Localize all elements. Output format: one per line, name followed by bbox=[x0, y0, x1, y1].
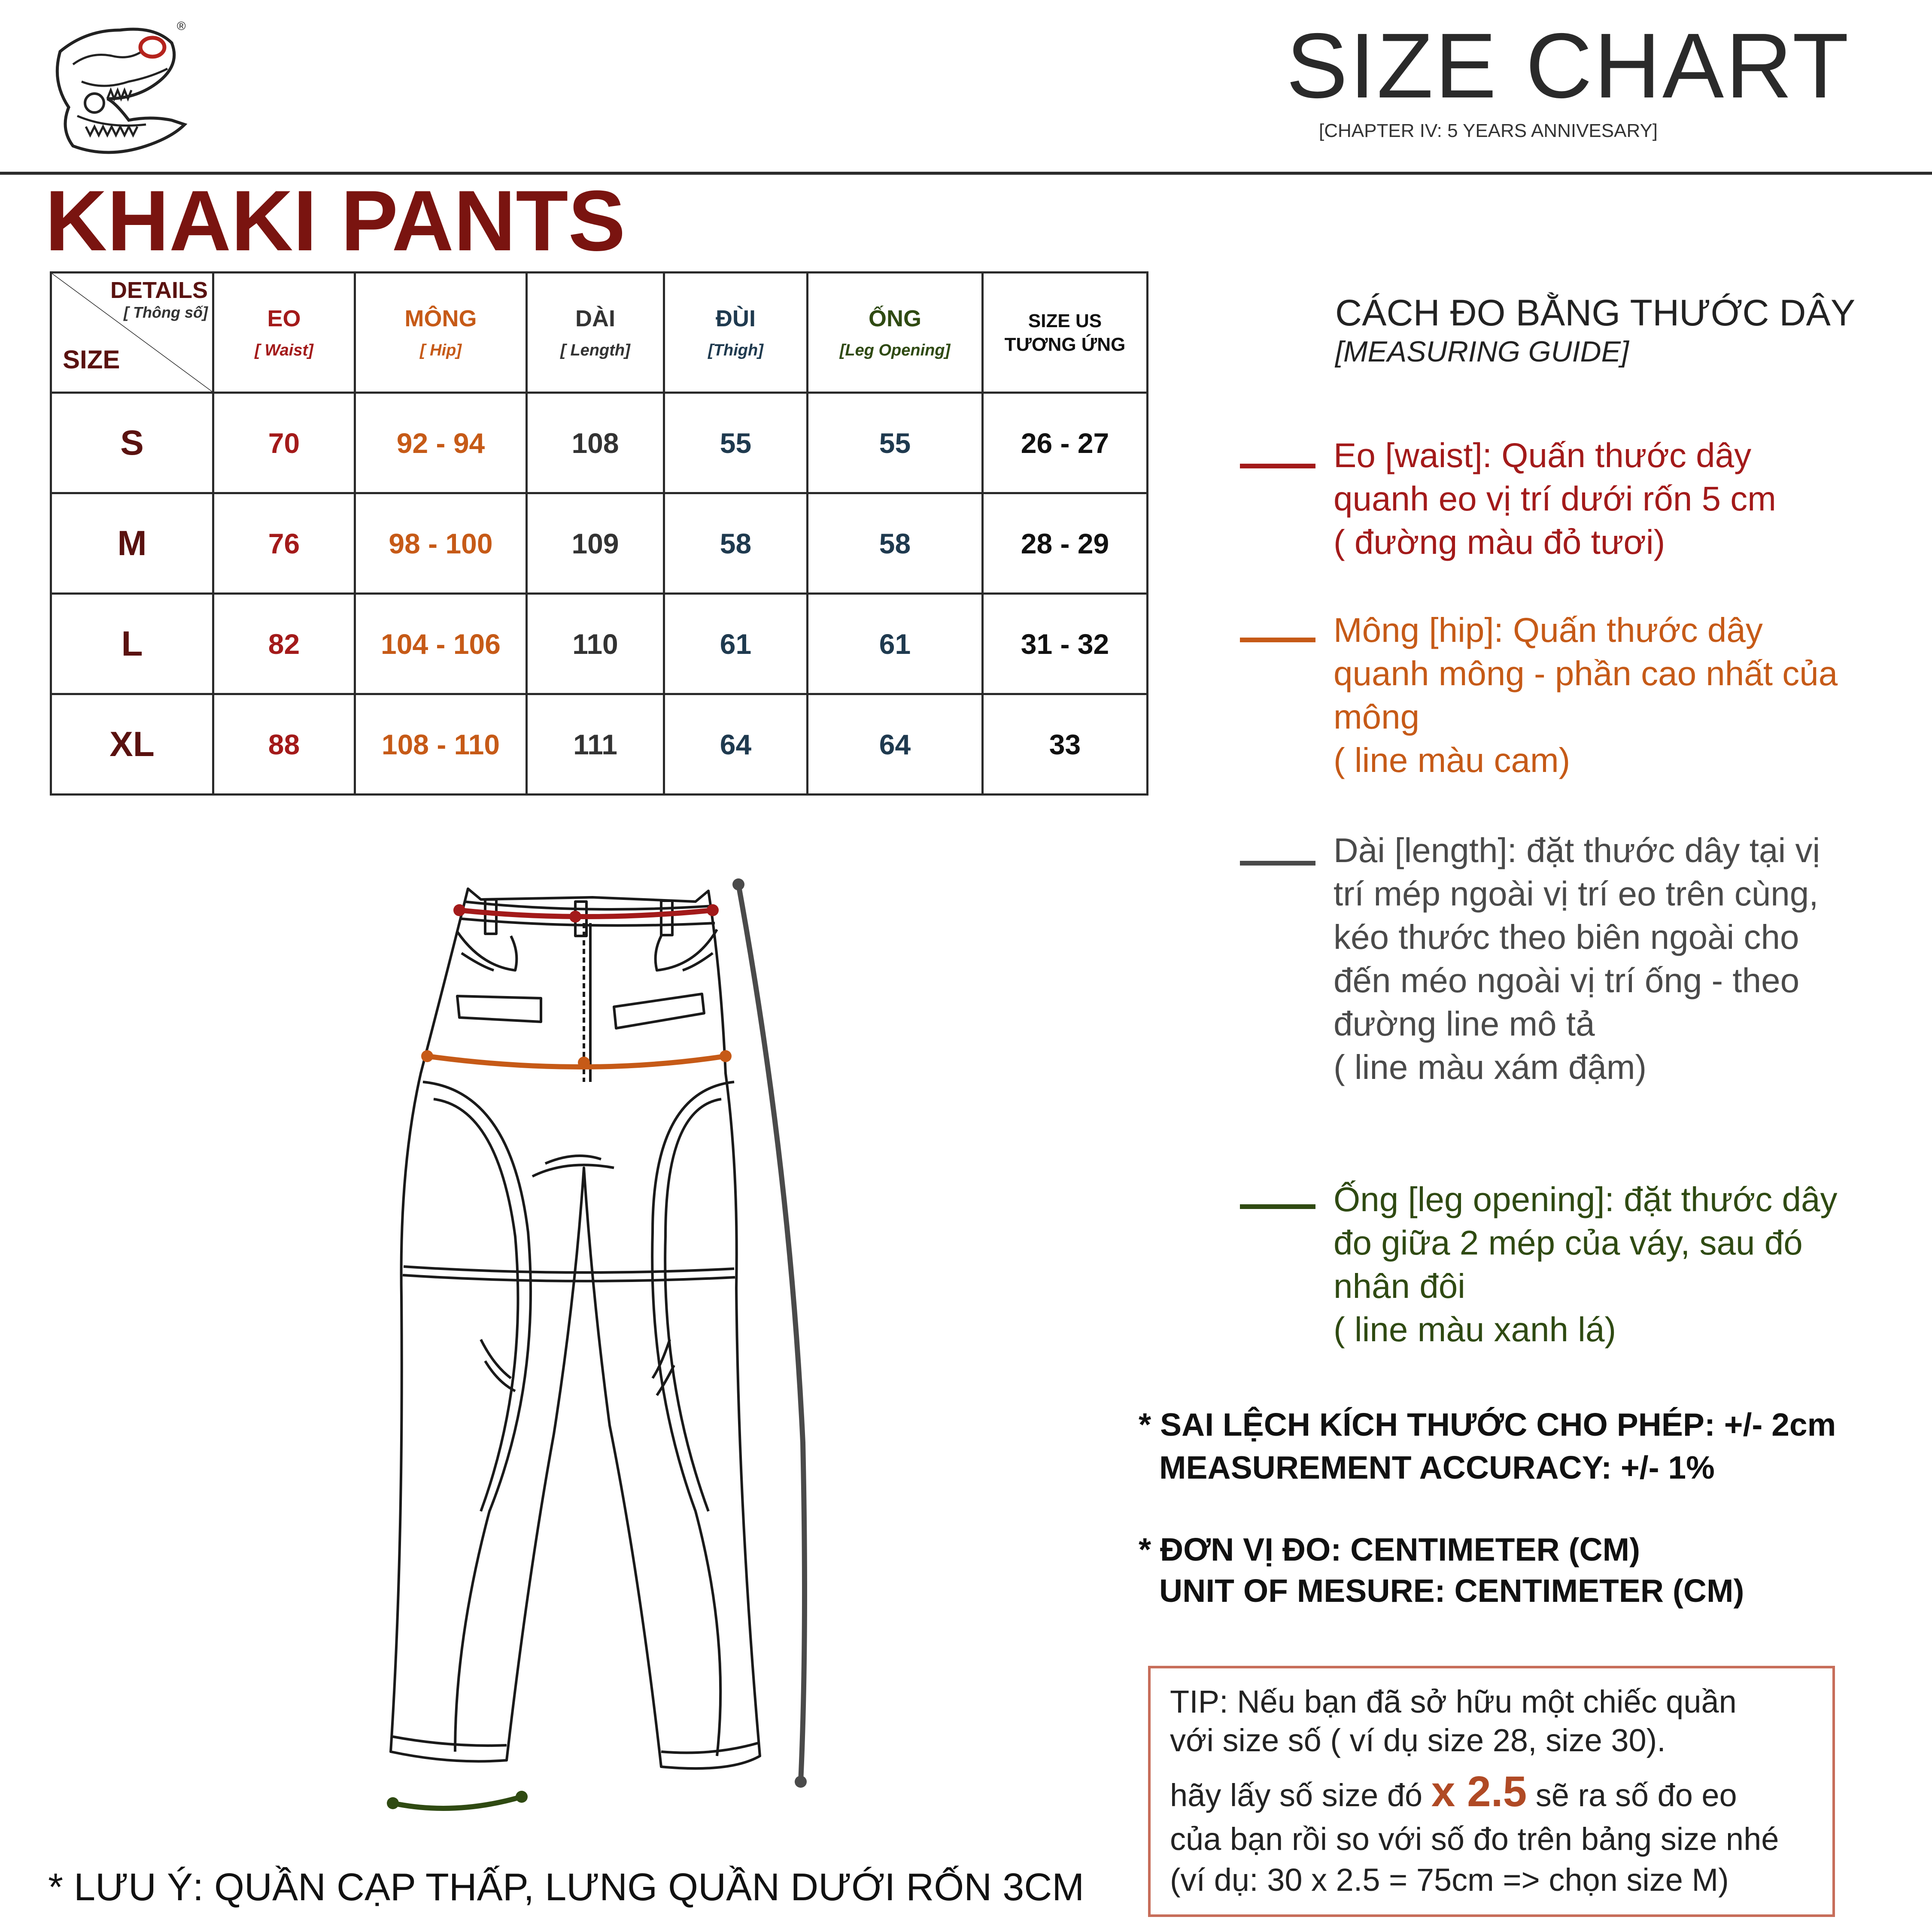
guide-line: đo giữa 2 mép của váy, sau đó bbox=[1334, 1224, 1803, 1262]
column-sublabel: [ Waist] bbox=[255, 341, 313, 359]
column-sublabel: [ Hip] bbox=[419, 341, 462, 359]
hip-legend-line bbox=[1240, 638, 1315, 642]
leg-opening-cell: 58 bbox=[808, 493, 983, 594]
guide-line: quanh eo vị trí dưới rốn 5 cm bbox=[1334, 480, 1776, 518]
hip-measure-line bbox=[427, 1056, 726, 1067]
table-row bbox=[51, 393, 1148, 493]
size-table bbox=[50, 271, 1148, 796]
thigh-cell: 61 bbox=[664, 594, 808, 694]
registered-mark: ® bbox=[177, 19, 186, 33]
hip-cell: 98 - 100 bbox=[355, 493, 527, 594]
table-row bbox=[51, 493, 1148, 594]
waist-legend-line bbox=[1240, 464, 1315, 468]
length-cell: 110 bbox=[527, 594, 664, 694]
column-header-size-us bbox=[983, 273, 1148, 393]
size-us-cell: 28 - 29 bbox=[983, 493, 1148, 594]
dinosaur-skull-logo-icon bbox=[43, 17, 189, 159]
waist-cell: 70 bbox=[213, 393, 355, 493]
hip-guide-text bbox=[1334, 608, 1909, 782]
size-label-cell: M bbox=[51, 493, 213, 594]
column-sublabel: TƯƠNG ỨNG bbox=[1004, 334, 1126, 355]
waist-cell: 82 bbox=[213, 594, 355, 694]
low-rise-footnote: * LƯU Ý: QUẦN CẠP THẤP, LƯNG QUẦN DƯỚI RỐN 3CM bbox=[48, 1866, 1084, 1909]
leg-opening-cell: 61 bbox=[808, 594, 983, 694]
guide-line: đường line mô tả bbox=[1334, 1005, 1595, 1043]
thigh-cell: 55 bbox=[664, 393, 808, 493]
tip-text: hãy lấy số size đó bbox=[1170, 1777, 1431, 1813]
table-row bbox=[51, 594, 1148, 694]
table-corner-cell bbox=[51, 273, 213, 393]
guide-line: kéo thước theo biên ngoài cho bbox=[1334, 918, 1799, 956]
column-label: DÀI bbox=[575, 306, 615, 331]
pants-illustration bbox=[352, 867, 824, 1820]
corner-details-sub: [ Thông số] bbox=[124, 304, 208, 321]
tip-line: của bạn rồi so với số đo trên bảng size nhé bbox=[1170, 1821, 1779, 1857]
page-subtitle: [CHAPTER IV: 5 YEARS ANNIVESARY] bbox=[1319, 120, 1658, 141]
table-row bbox=[51, 694, 1148, 795]
unit-note-vi: * ĐƠN VỊ ĐO: CENTIMETER (CM) bbox=[1139, 1531, 1640, 1567]
column-label: ĐÙI bbox=[716, 306, 756, 331]
guide-line: ( line màu xám đậm) bbox=[1334, 1048, 1647, 1086]
column-label: MÔNG bbox=[404, 306, 477, 331]
tip-line: với size số ( ví dụ size 28, size 30). bbox=[1170, 1722, 1666, 1758]
guide-line: Mông [hip]: Quấn thước dây bbox=[1334, 611, 1763, 649]
length-cell: 109 bbox=[527, 493, 664, 594]
column-header-waist bbox=[213, 273, 355, 393]
corner-size-label: SIZE bbox=[63, 345, 120, 374]
column-header-thigh bbox=[664, 273, 808, 393]
tip-line: TIP: Nếu bạn đã sở hữu một chiếc quần bbox=[1170, 1684, 1737, 1719]
tip-line: (ví dụ: 30 x 2.5 = 75cm => chọn size M) bbox=[1170, 1862, 1729, 1898]
length-cell: 111 bbox=[527, 694, 664, 795]
guide-line: mông bbox=[1334, 698, 1420, 736]
table-header-row bbox=[51, 273, 1148, 393]
leg-opening-cell: 64 bbox=[808, 694, 983, 795]
hip-cell: 92 - 94 bbox=[355, 393, 527, 493]
length-legend-line bbox=[1240, 861, 1315, 866]
guide-line: ( đường màu đỏ tươi) bbox=[1334, 523, 1665, 561]
waist-cell: 76 bbox=[213, 493, 355, 594]
guide-title: CÁCH ĐO BẰNG THƯỚC DÂY bbox=[1335, 292, 1856, 334]
waist-cell: 88 bbox=[213, 694, 355, 795]
waist-guide-text bbox=[1334, 434, 1909, 564]
guide-line: Ống [leg opening]: đặt thước dây bbox=[1334, 1180, 1838, 1218]
guide-line: nhân đôi bbox=[1334, 1267, 1465, 1305]
page-title: SIZE CHART bbox=[1286, 14, 1850, 117]
corner-details-label: DETAILS bbox=[110, 277, 208, 303]
product-name: KHAKI PANTS bbox=[45, 173, 626, 269]
column-sublabel: [ Length] bbox=[560, 341, 630, 359]
column-header-hip bbox=[355, 273, 527, 393]
thigh-cell: 64 bbox=[664, 694, 808, 795]
leg-opening-cell: 55 bbox=[808, 393, 983, 493]
guide-subtitle: [MEASURING GUIDE] bbox=[1335, 335, 1629, 368]
guide-line: đến méo ngoài vị trí ống - theo bbox=[1334, 961, 1800, 999]
guide-line: ( line màu cam) bbox=[1334, 741, 1571, 779]
size-us-cell: 26 - 27 bbox=[983, 393, 1148, 493]
size-us-cell: 33 bbox=[983, 694, 1148, 795]
column-label: SIZE US bbox=[1028, 310, 1102, 331]
guide-line: quanh mông - phần cao nhất của bbox=[1334, 654, 1838, 693]
leg-opening-guide-text bbox=[1334, 1178, 1909, 1351]
guide-line: Dài [length]: đặt thước dây tại vị bbox=[1334, 831, 1820, 869]
tip-box bbox=[1148, 1666, 1835, 1917]
size-us-cell: 31 - 32 bbox=[983, 594, 1148, 694]
guide-line: trí mép ngoài vị trí eo trên cùng, bbox=[1334, 875, 1819, 913]
leg-opening-legend-line bbox=[1240, 1204, 1315, 1209]
accuracy-note-en: MEASUREMENT ACCURACY: +/- 1% bbox=[1159, 1449, 1715, 1485]
tip-multiplier: x 2.5 bbox=[1431, 1768, 1527, 1816]
unit-note-en: UNIT OF MESURE: CENTIMETER (CM) bbox=[1159, 1573, 1744, 1609]
column-label: EO bbox=[267, 306, 301, 331]
length-cell: 108 bbox=[527, 393, 664, 493]
guide-line: Eo [waist]: Quấn thước dây bbox=[1334, 436, 1752, 474]
length-guide-text bbox=[1334, 829, 1909, 1089]
column-header-length bbox=[527, 273, 664, 393]
column-label: ỐNG bbox=[868, 306, 921, 331]
tip-text: sẽ ra số đo eo bbox=[1527, 1777, 1737, 1813]
hip-cell: 104 - 106 bbox=[355, 594, 527, 694]
thigh-cell: 58 bbox=[664, 493, 808, 594]
size-label-cell: S bbox=[51, 393, 213, 493]
length-measure-line bbox=[738, 884, 805, 1782]
size-label-cell: L bbox=[51, 594, 213, 694]
tip-line bbox=[1170, 1767, 1737, 1817]
leg-opening-measure-line bbox=[393, 1797, 522, 1808]
column-sublabel: [Leg Opening] bbox=[839, 341, 951, 359]
size-label-cell: XL bbox=[51, 694, 213, 795]
column-sublabel: [Thigh] bbox=[708, 341, 763, 359]
accuracy-note-vi: * SAI LỆCH KÍCH THƯỚC CHO PHÉP: +/- 2cm bbox=[1139, 1406, 1836, 1443]
hip-cell: 108 - 110 bbox=[355, 694, 527, 795]
column-header-leg-opening bbox=[808, 273, 983, 393]
guide-line: ( line màu xanh lá) bbox=[1334, 1310, 1616, 1349]
